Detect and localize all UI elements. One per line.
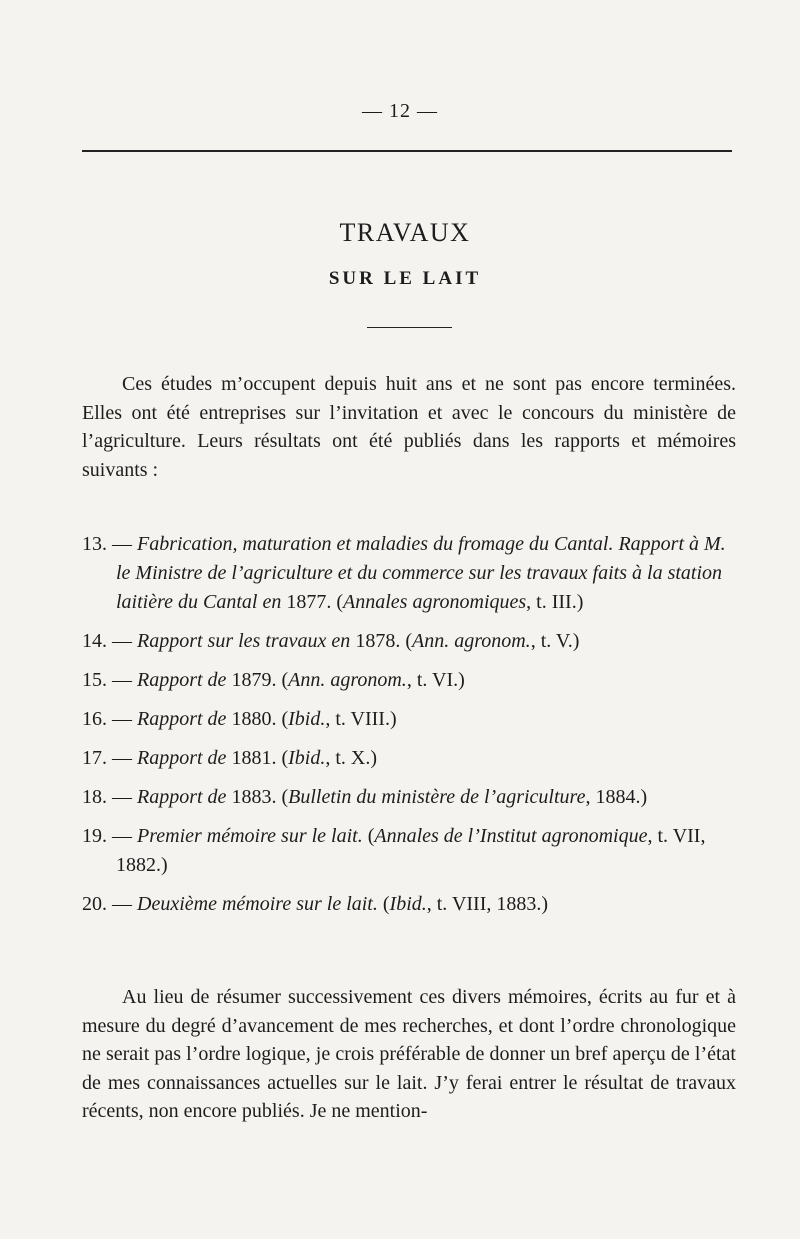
reference-title: Fabrication, maturation et maladies du fromage du Cantal. Rapport à M. le Ministre de l’agriculture et du commerce sur les travaux faits à la station laitière du Cantal en [116,533,726,613]
reference-suffix: , t. VIII.) [325,708,397,730]
reference-list [82,530,742,929]
reference-suffix: , t. VIII, 1883.) [426,893,549,915]
reference-dash: — [107,825,137,847]
reference-source: Annales agronomiques [343,591,527,613]
reference-year: 1883. ( [226,786,289,808]
reference-title: Deuxième mémoire sur le lait. [137,893,378,915]
reference-year: 1881. ( [226,747,289,769]
reference-source: Bulletin du ministère de l’agriculture [288,786,586,808]
reference-source: Ibid. [389,893,427,915]
reference-year: 1877. ( [281,591,344,613]
reference-year: ( [377,893,390,915]
reference-number: 16. [82,708,107,730]
reference-source: Ibid. [288,747,326,769]
reference-title: Rapport sur les travaux en [137,630,351,652]
reference-suffix: , t. V.) [530,630,580,652]
reference-year: 1880. ( [226,708,289,730]
reference-title: Premier mémoire sur le lait. [137,825,363,847]
reference-source: Ibid. [288,708,326,730]
section-subtitle: SUR LE LAIT [328,268,482,289]
reference-number: 18. [82,786,107,808]
reference-dash: — [107,786,137,808]
reference-item [82,744,742,773]
reference-dash: — [107,747,137,769]
reference-suffix: , t. X.) [325,747,377,769]
reference-number: 17. [82,747,107,769]
reference-title: Rapport de [137,708,227,730]
reference-title: Rapport de [137,669,227,691]
reference-item [82,705,742,734]
reference-item [82,530,742,617]
reference-year: 1879. ( [226,669,289,691]
title-divider [367,327,452,328]
reference-title: Rapport de [137,747,227,769]
reference-dash: — [107,669,137,691]
reference-item [82,666,742,695]
reference-item [82,783,742,812]
reference-year: ( [362,825,375,847]
reference-number: 14. [82,630,107,652]
reference-suffix: , t. VI.) [406,669,465,691]
reference-dash: — [107,708,137,730]
reference-dash: — [107,533,137,555]
reference-number: 13. [82,533,107,555]
reference-title: Rapport de [137,786,227,808]
section-title: TRAVAUX [339,218,471,247]
reference-source: Ann. agronom. [411,630,531,652]
intro-paragraph: Ces études m’occupent depuis huit ans et ne sont pas encore terminées. Elles ont été entreprises sur l’invitation et avec le concours du ministère de l’agriculture. Leurs résultats ont été publiés dans les rapports et mémoires suivants : [82,373,736,481]
reference-number: 15. [82,669,107,691]
reference-number: 19. [82,825,107,847]
reference-dash: — [107,630,137,652]
reference-source: Ann. agronom. [288,669,407,691]
page-number: — 12 — [362,100,438,122]
reference-suffix: , t. III.) [526,591,584,613]
reference-dash: — [107,893,137,915]
reference-year: 1878. ( [350,630,412,652]
reference-suffix: , t. VII, 1882.) [116,825,706,876]
reference-item [82,627,742,656]
reference-item [82,890,742,919]
header-rule [82,150,732,152]
reference-number: 20. [82,893,107,915]
reference-suffix: , 1884.) [585,786,648,808]
reference-item [82,822,742,880]
closing-paragraph: Au lieu de résumer successivement ces divers mémoires, écrits au fur et à mesure du degré d’avancement de mes recherches, et dont l’ordre chronologique ne serait pas l’ordre logique, je crois préférable de donner un bref aperçu de l’état de mes connaissances actuelles sur le lait. J’y ferai entrer le résultat de travaux récents, non encore publiés. Je ne mention- [82,986,736,1122]
reference-source: Annales de l’Institut agronomique [374,825,648,847]
